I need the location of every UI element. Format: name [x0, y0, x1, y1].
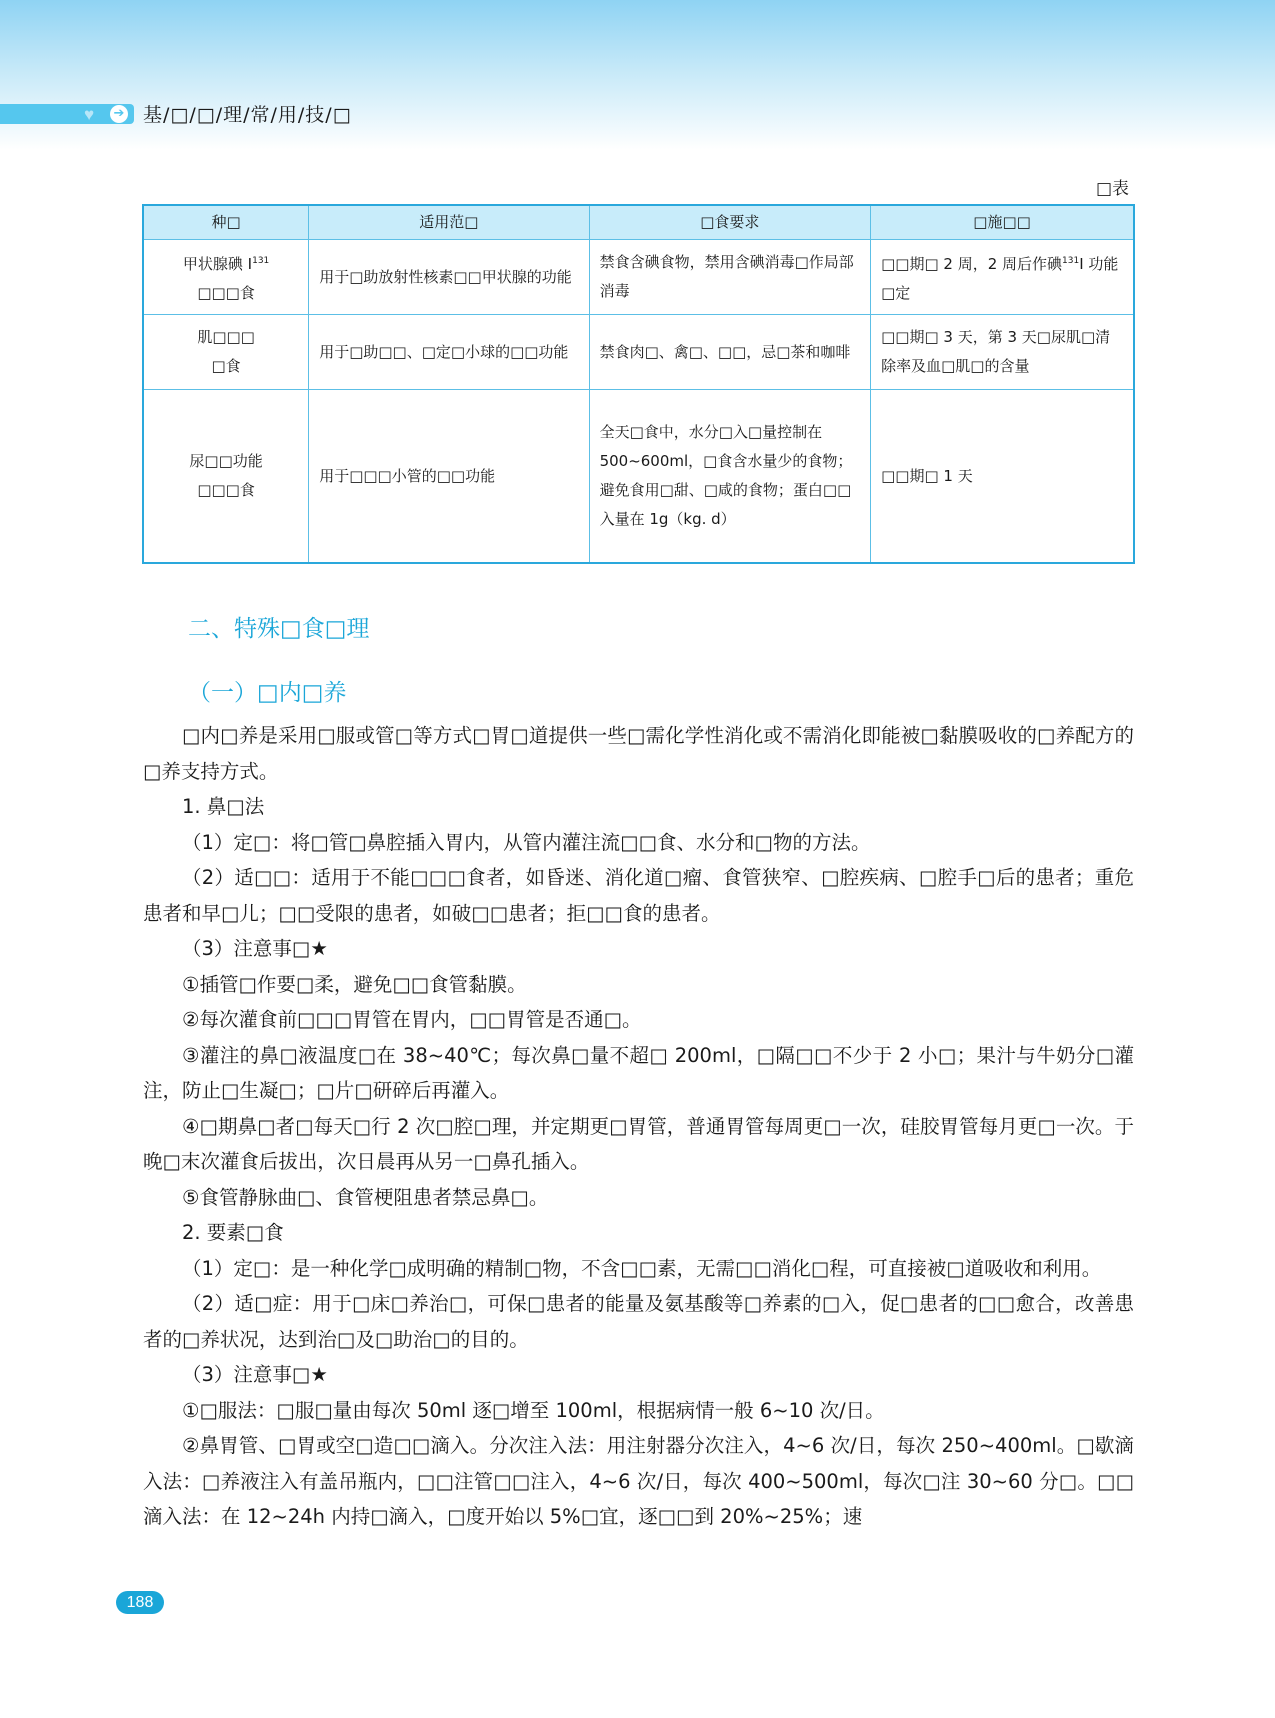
paragraph: ④□期鼻□者□每天□行 2 次□腔□理，并定期更□胃管，普通胃管每周更□一次，硅胶胃管每月更□一次。于晚□末次灌食后拔出，次日晨再从另一□鼻孔插入。	[143, 1114, 1134, 1173]
paragraph: ②鼻胃管、□胃或空□造□□滴入。分次注入法：用注射器分次注入，4~6 次/日，每次 250~400ml。□歇滴入法：□养液注入有盖吊瓶内，□□注管□□注入，4~6 次/日，每次 400~500ml，每次□注 30~60 分□。□□滴入法：在 12~24h 内持□滴入，□度开始以 5%□宜，逐□□到 20%~25%；速	[143, 1434, 1134, 1528]
paragraph: 2. 要素□食	[182, 1221, 284, 1244]
paragraph: （2）适□症：用于□床□养治□，可保□患者的能量及氨基酸等□养素的□入，促□患者的□□愈合，改善患者的□养状况，达到治□及□助治□的目的。	[143, 1292, 1134, 1351]
col-header: □食要求	[589, 205, 871, 240]
subsection-heading: （一）□内□养	[188, 680, 347, 706]
cell-scope: 用于□助□□、□定□小球的□□功能	[309, 315, 589, 390]
body-text	[143, 718, 1134, 1535]
cell-requirement: 全天□食中，水分□入□量控制在 500~600ml，□食含水量少的食物；避免食用□甜、□咸的食物；蛋白□□入量在 1g（kg. d）	[589, 390, 871, 564]
col-header: 种□	[143, 205, 309, 240]
arrow-right-circle-icon: ➔	[110, 105, 128, 123]
paragraph: □内□养是采用□服或管□等方式□胃□道提供一些□需化学性消化或不需消化即能被□黏膜吸收的□养配方的□养支持方式。	[143, 724, 1134, 783]
type-text: 甲状腺碘 I	[182, 254, 253, 273]
page-number-badge: 188	[116, 1591, 164, 1614]
col-header: 适用范□	[309, 205, 589, 240]
cell-type	[143, 390, 309, 564]
table-caption: □表	[1095, 179, 1129, 199]
type-text: 肌□□□	[197, 328, 255, 346]
diet-table	[142, 204, 1135, 564]
type-text: □食	[211, 357, 241, 375]
header-band	[0, 0, 1275, 150]
type-text: □□□食	[197, 283, 255, 302]
section-heading: 二、特殊□食□理	[188, 616, 370, 642]
table-row	[143, 315, 1134, 390]
type-text: 尿□□功能	[189, 452, 263, 470]
type-text: □□□食	[197, 481, 255, 499]
paragraph: ①□服法：□服□量由每次 50ml 逐□增至 100ml，根据病情一般 6~10 次/日。	[182, 1398, 885, 1422]
superscript: 131	[1062, 255, 1080, 266]
paragraph: （3）注意事□★	[182, 937, 328, 960]
superscript: 131	[252, 255, 270, 266]
table-row	[143, 390, 1134, 564]
cell-requirement: 禁食肉□、禽□、□□，忌□茶和咖啡	[589, 315, 871, 390]
cell-method: □□期□ 1 天	[871, 390, 1134, 564]
paragraph: （1）定□：将□管□鼻腔插入胃内，从管内灌注流□□食、水分和□物的方法。	[182, 830, 871, 854]
paragraph: （1）定□：是一种化学□成明确的精制□物，不含□□素，无需□□消化□程，可直接被□道吸收和利用。	[182, 1256, 1102, 1280]
paragraph: ③灌注的鼻□液温度□在 38~40℃；每次鼻□量不超□ 200ml，□隔□□不少于 2 小□；果汁与牛奶分□灌注，防止□生凝□；□片□研碎后再灌入。	[143, 1043, 1134, 1102]
cell-method: □□期□ 3 天，第 3 天□尿肌□清除率及血□肌□的含量	[871, 315, 1134, 390]
table-header-row	[143, 205, 1134, 240]
cell-scope: 用于□助放射性核素□□甲状腺的功能	[309, 240, 589, 315]
paragraph: ②每次灌食前□□□胃管在胃内，□□胃管是否通□。	[182, 1008, 642, 1031]
paragraph: ⑤食管静脉曲□、食管梗阻患者禁忌鼻□。	[182, 1185, 549, 1209]
method-text: I 功能□定	[881, 254, 1119, 302]
cell-method	[871, 240, 1134, 315]
paragraph: ①插管□作要□柔，避免□□食管黏膜。	[182, 972, 527, 996]
method-text: □□期□ 2 周，2 周后作碘	[881, 254, 1063, 273]
heart-icon: ♥	[84, 105, 95, 124]
table-row	[143, 240, 1134, 315]
cell-type	[143, 315, 309, 390]
paragraph: 1. 鼻□法	[182, 795, 265, 818]
cell-type	[143, 240, 309, 315]
cell-scope: 用于□□□小管的□□功能	[309, 390, 589, 564]
col-header: □施□□	[871, 205, 1134, 240]
paragraph: （3）注意事□★	[182, 1363, 328, 1386]
paragraph: （2）适□□：适用于不能□□□食者，如昏迷、消化道□瘤、食管狭窄、□腔疾病、□腔手□后的患者；重危患者和早□儿；□□受限的患者，如破□□患者；拒□□食的患者。	[143, 866, 1134, 925]
cell-requirement: 禁食含碘食物，禁用含碘消毒□作局部消毒	[589, 240, 871, 315]
running-title: 基/□/□/理/常/用/技/□	[143, 104, 352, 126]
